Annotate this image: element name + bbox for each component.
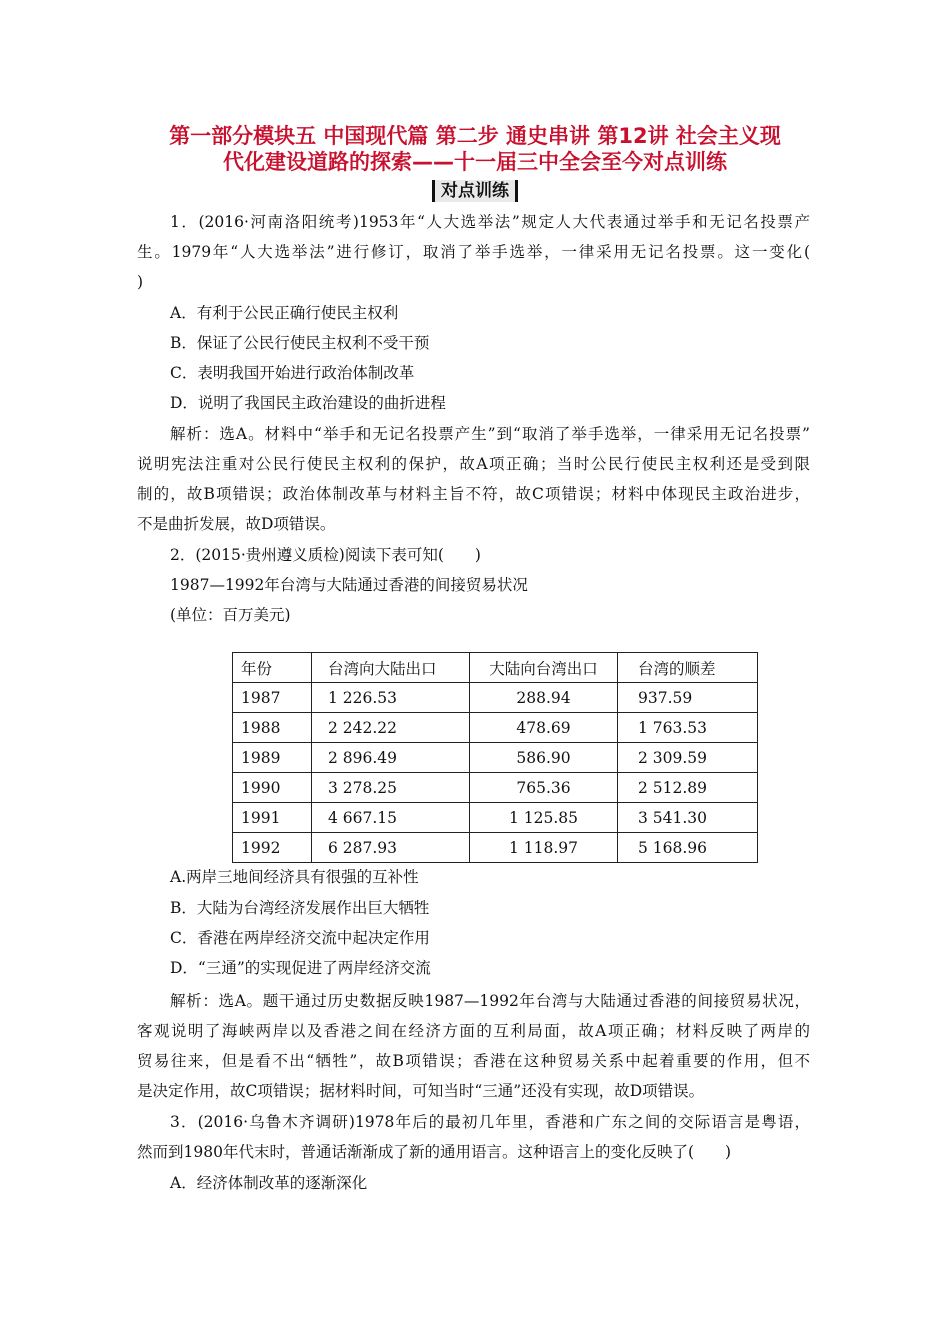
table-cell: 937.59: [618, 683, 758, 713]
section-badge-wrap: [0, 180, 950, 202]
q1-option-c: C．表明我国开始进行政治体制改革: [170, 364, 415, 382]
table-cell: 1 763.53: [618, 713, 758, 743]
table-cell: 478.69: [470, 713, 618, 743]
table-header-row: [233, 653, 758, 683]
table-cell: 2 309.59: [618, 743, 758, 773]
table-cell: 3 278.25: [312, 773, 470, 803]
table-cell: 288.94: [470, 683, 618, 713]
q1-analysis-line-3: 制的，故B项错误；政治体制改革与材料主旨不符，故C项错误；材料中体现民主政治进步，: [137, 485, 810, 503]
q2-analysis-line-3: 贸易往来，但是看不出“牺牲”，故B项错误；香港在这种贸易关系中起着重要的作用，但不: [137, 1052, 810, 1070]
page-title-line-1: 第一部分模块五 中国现代篇 第二步 通史串讲 第12讲 社会主义现: [169, 124, 781, 148]
table-cell: 1 226.53: [312, 683, 470, 713]
table-cell: 1991: [233, 803, 312, 833]
table-cell: 1 125.85: [470, 803, 618, 833]
q3-option-a: A．经济体制改革的逐渐深化: [170, 1174, 368, 1192]
table-cell: 1989: [233, 743, 312, 773]
table-cell: 6 287.93: [312, 833, 470, 863]
q2-option-c: C．香港在两岸经济交流中起决定作用: [170, 929, 430, 947]
q2-option-b: B．大陆为台湾经济发展作出巨大牺牲: [170, 899, 430, 917]
q2-analysis-line-1: 解析：选A。题干通过历史数据反映1987—1992年台湾与大陆通过香港的间接贸易状况，: [170, 992, 810, 1010]
table-header-cell: 大陆向台湾出口: [470, 653, 618, 683]
q1-stem-line-3: ): [137, 273, 144, 291]
q3-stem-line-1: 3．(2016·乌鲁木齐调研)1978年后的最初几年里，香港和广东之间的交际语言是粤语，: [170, 1113, 810, 1131]
q2-table-unit: (单位：百万美元): [170, 606, 291, 624]
q3-stem-line-2: 然而到1980年代末时，普通话渐渐成了新的通用语言。这种语言上的变化反映了( ): [137, 1143, 732, 1161]
section-badge: 对点训练: [432, 180, 518, 202]
table-row: [233, 803, 758, 833]
table-cell: 1988: [233, 713, 312, 743]
table-row: [233, 683, 758, 713]
q2-table-caption: 1987—1992年台湾与大陆通过香港的间接贸易状况: [170, 576, 528, 594]
table-header-cell: 年份: [233, 653, 312, 683]
q2-analysis-line-2: 客观说明了海峡两岸以及香港之间在经济方面的互利局面，故A项正确；材料反映了两岸的: [137, 1022, 810, 1040]
table-cell: 4 667.15: [312, 803, 470, 833]
table-cell: 765.36: [470, 773, 618, 803]
q1-option-d: D．说明了我国民主政治建设的曲折进程: [170, 394, 446, 412]
table-cell: 1 118.97: [470, 833, 618, 863]
q1-stem-line-1: 1．(2016·河南洛阳统考)1953年“人大选举法”规定人大代表通过举手和无记名投票产: [170, 213, 810, 231]
q2-stem: 2．(2015·贵州遵义质检)阅读下表可知( ): [170, 546, 481, 564]
q1-analysis-line-4: 不是曲折发展，故D项错误。: [137, 515, 336, 533]
table-cell: 1992: [233, 833, 312, 863]
table-cell: 5 168.96: [618, 833, 758, 863]
table-cell: 3 541.30: [618, 803, 758, 833]
q1-analysis-line-1: 解析：选A。材料中“举手和无记名投票产生”到“取消了举手选举，一律采用无记名投票”: [170, 425, 810, 443]
table-cell: 2 242.22: [312, 713, 470, 743]
table-row: [233, 713, 758, 743]
q2-option-d: D．“三通”的实现促进了两岸经济交流: [170, 959, 431, 977]
q1-stem-line-2: 生。1979年“人大选举法”进行修订，取消了举手选举，一律采用无记名投票。这一变化(: [137, 243, 810, 261]
q1-option-b: B．保证了公民行使民主权利不受干预: [170, 334, 430, 352]
table-header-cell: 台湾向大陆出口: [312, 653, 470, 683]
q2-analysis-line-4: 是决定作用，故C项错误；据材料时间，可知当时“三通”还没有实现，故D项错误。: [137, 1082, 705, 1100]
table-cell: 1990: [233, 773, 312, 803]
table-cell: 1987: [233, 683, 312, 713]
q2-option-a: A.两岸三地间经济具有很强的互补性: [170, 868, 419, 886]
q1-option-a: A．有利于公民正确行使民主权利: [170, 304, 399, 322]
table-cell: 2 512.89: [618, 773, 758, 803]
table-row: [233, 773, 758, 803]
table-row: [233, 833, 758, 863]
table-header-cell: 台湾的顺差: [618, 653, 758, 683]
table-cell: 2 896.49: [312, 743, 470, 773]
table-cell: 586.90: [470, 743, 618, 773]
q1-analysis-line-2: 说明宪法注重对公民行使民主权利的保护，故A项正确；当时公民行使民主权利还是受到限: [137, 455, 810, 473]
table-row: [233, 743, 758, 773]
trade-table: [232, 652, 758, 863]
page-title-line-2: 代化建设道路的探索——十一届三中全会至今对点训练: [223, 150, 727, 174]
